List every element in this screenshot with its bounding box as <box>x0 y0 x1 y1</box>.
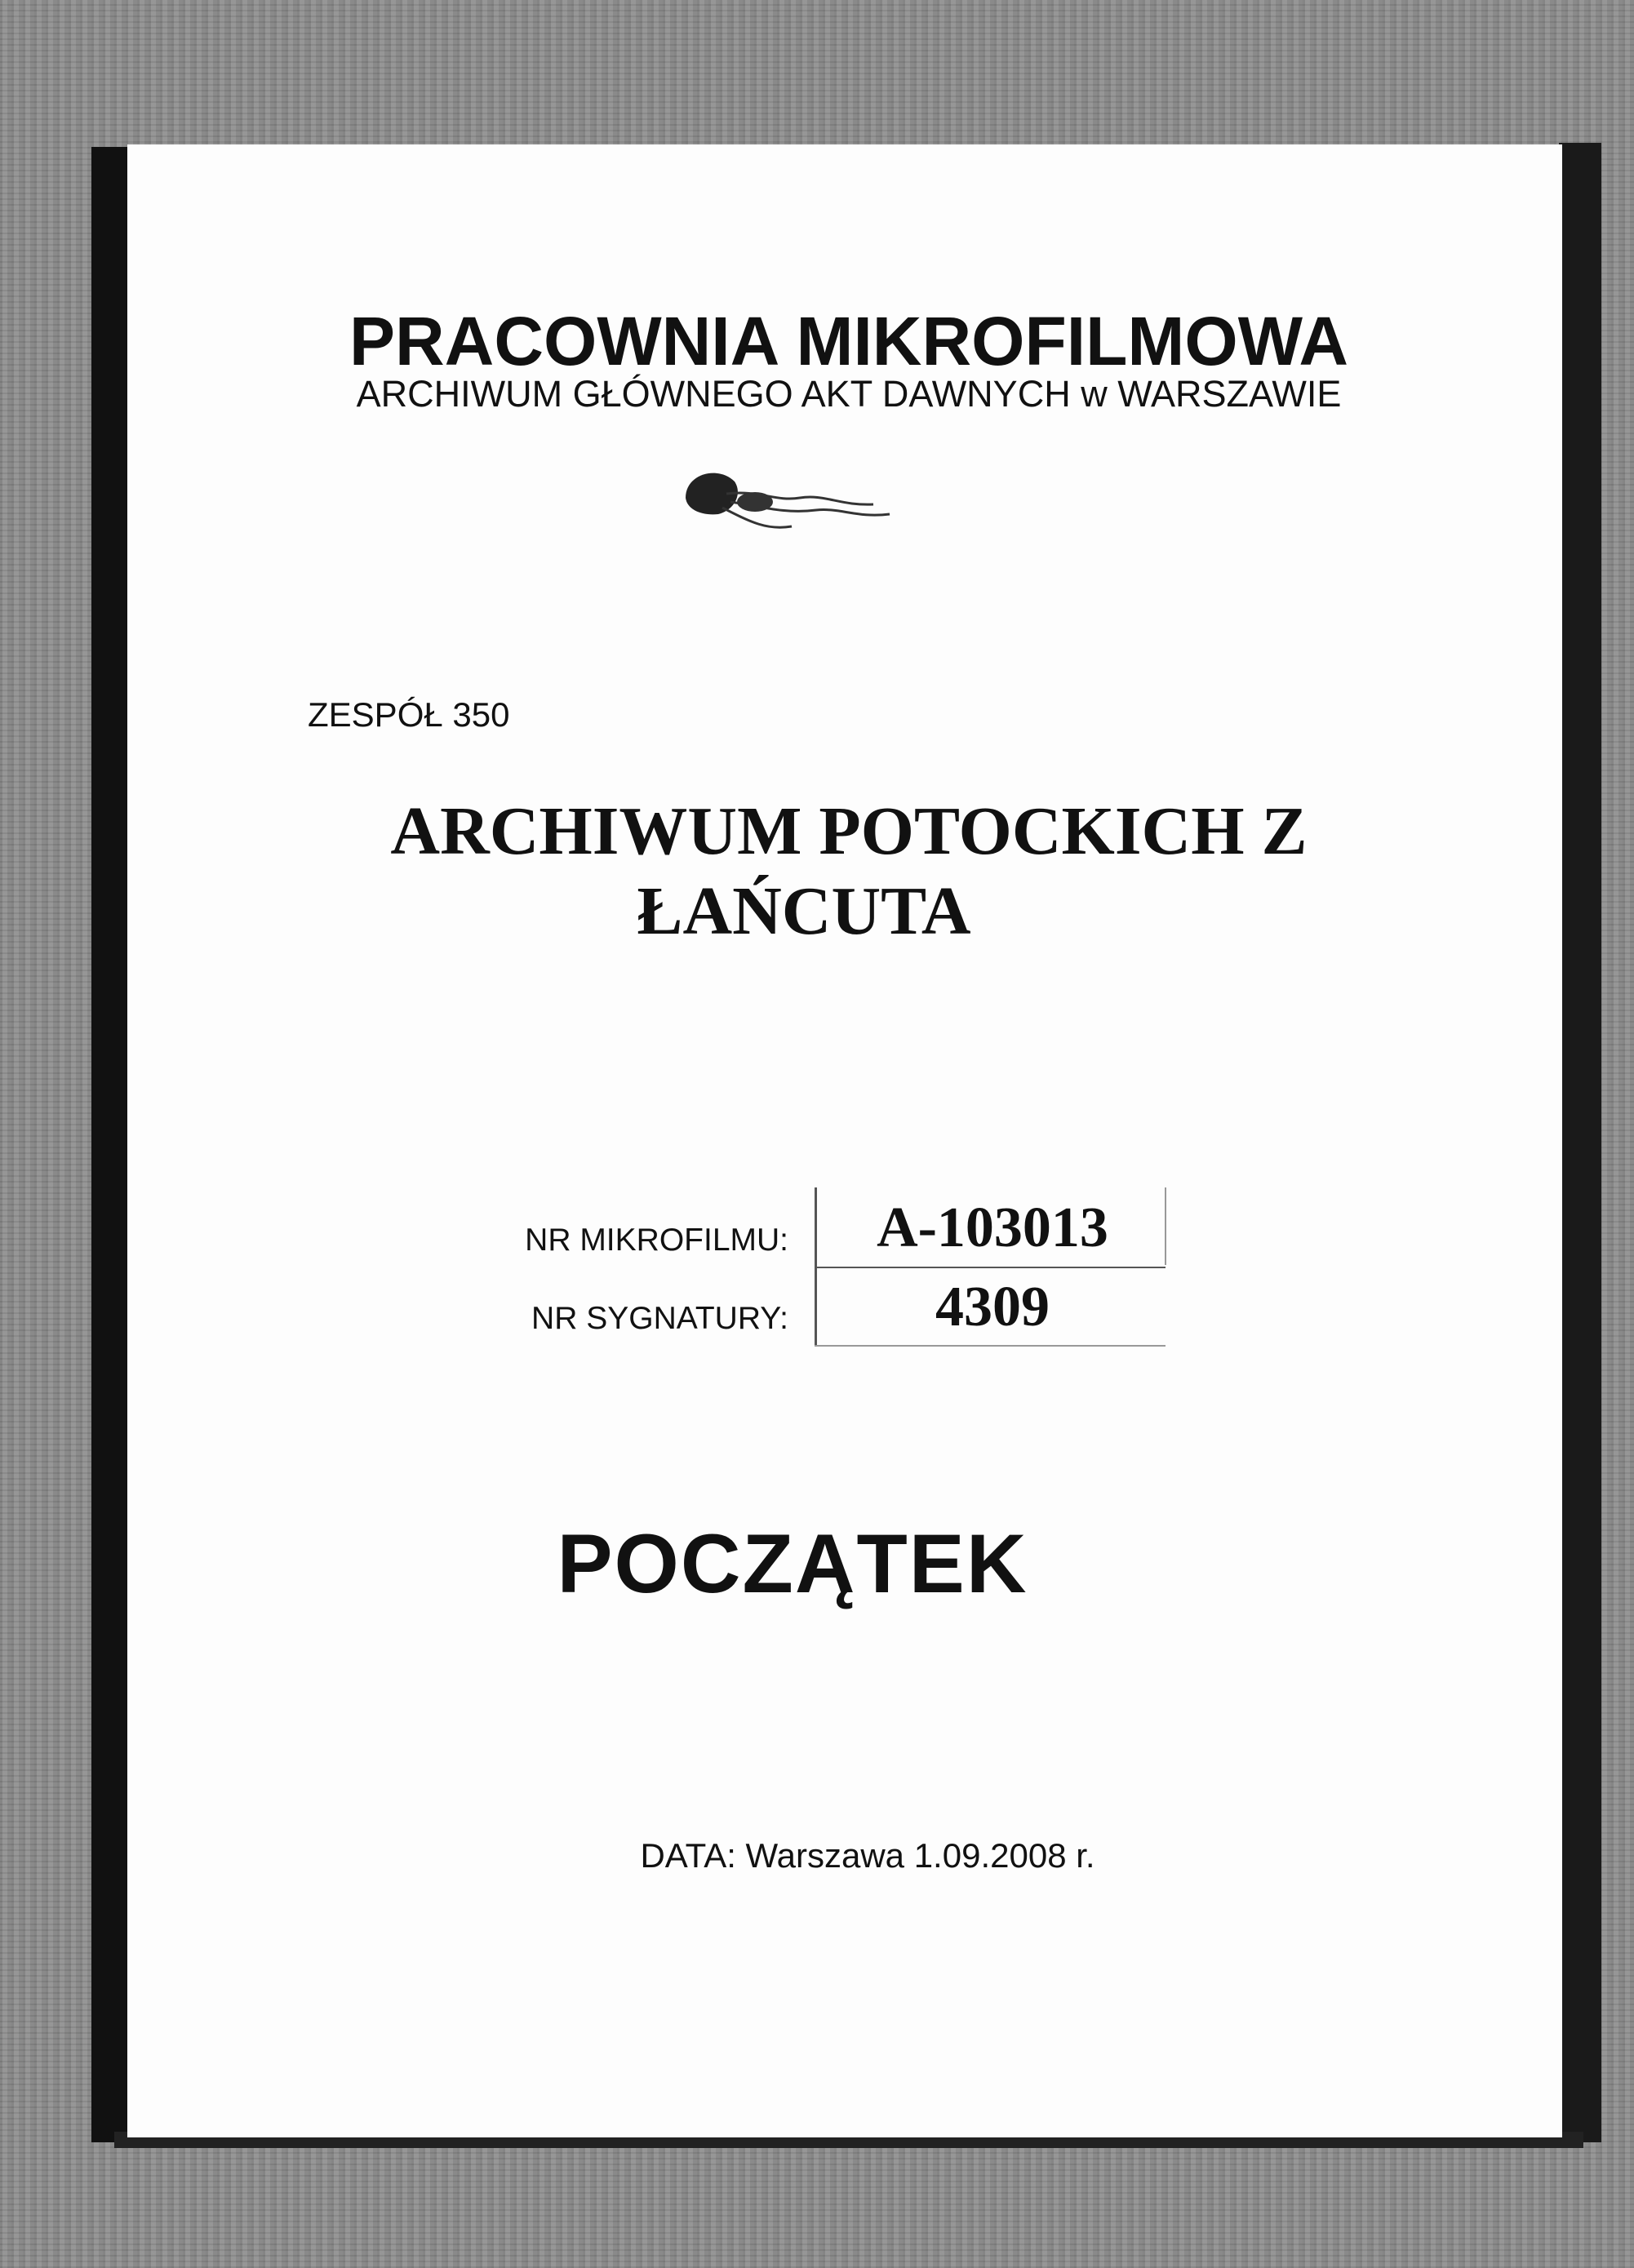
start-marker: POCZĄTEK <box>557 1517 1028 1610</box>
scan-shadow-right <box>1559 143 1601 2142</box>
fond-name-line2: ŁAŃCUTA <box>637 873 971 949</box>
fond-number: ZESPÓŁ 350 <box>308 695 510 734</box>
page-title: PRACOWNIA MIKROFILMOWA <box>349 303 1349 379</box>
microfilm-number-value: A-103013 <box>877 1196 1108 1259</box>
box-line-bottom <box>815 1345 1166 1347</box>
date-line: DATA: Warszawa 1.09.2008 r. <box>640 1836 1095 1875</box>
page-subtitle: ARCHIWUM GŁÓWNEGO AKT DAWNYCH w WARSZAWIE <box>356 373 1342 415</box>
signature-number-label: NR SYGNATURY: <box>531 1301 788 1336</box>
scan-shadow-left <box>91 147 129 2142</box>
box-line-right <box>1165 1187 1166 1265</box>
fond-name-line1: ARCHIWUM POTOCKICH Z <box>390 793 1308 869</box>
signature-number-value: 4309 <box>935 1276 1050 1338</box>
microfilm-number-label: NR MIKROFILMU: <box>525 1223 788 1258</box>
jellyfish-logo-icon <box>677 457 898 539</box>
box-line-middle <box>815 1267 1166 1268</box>
